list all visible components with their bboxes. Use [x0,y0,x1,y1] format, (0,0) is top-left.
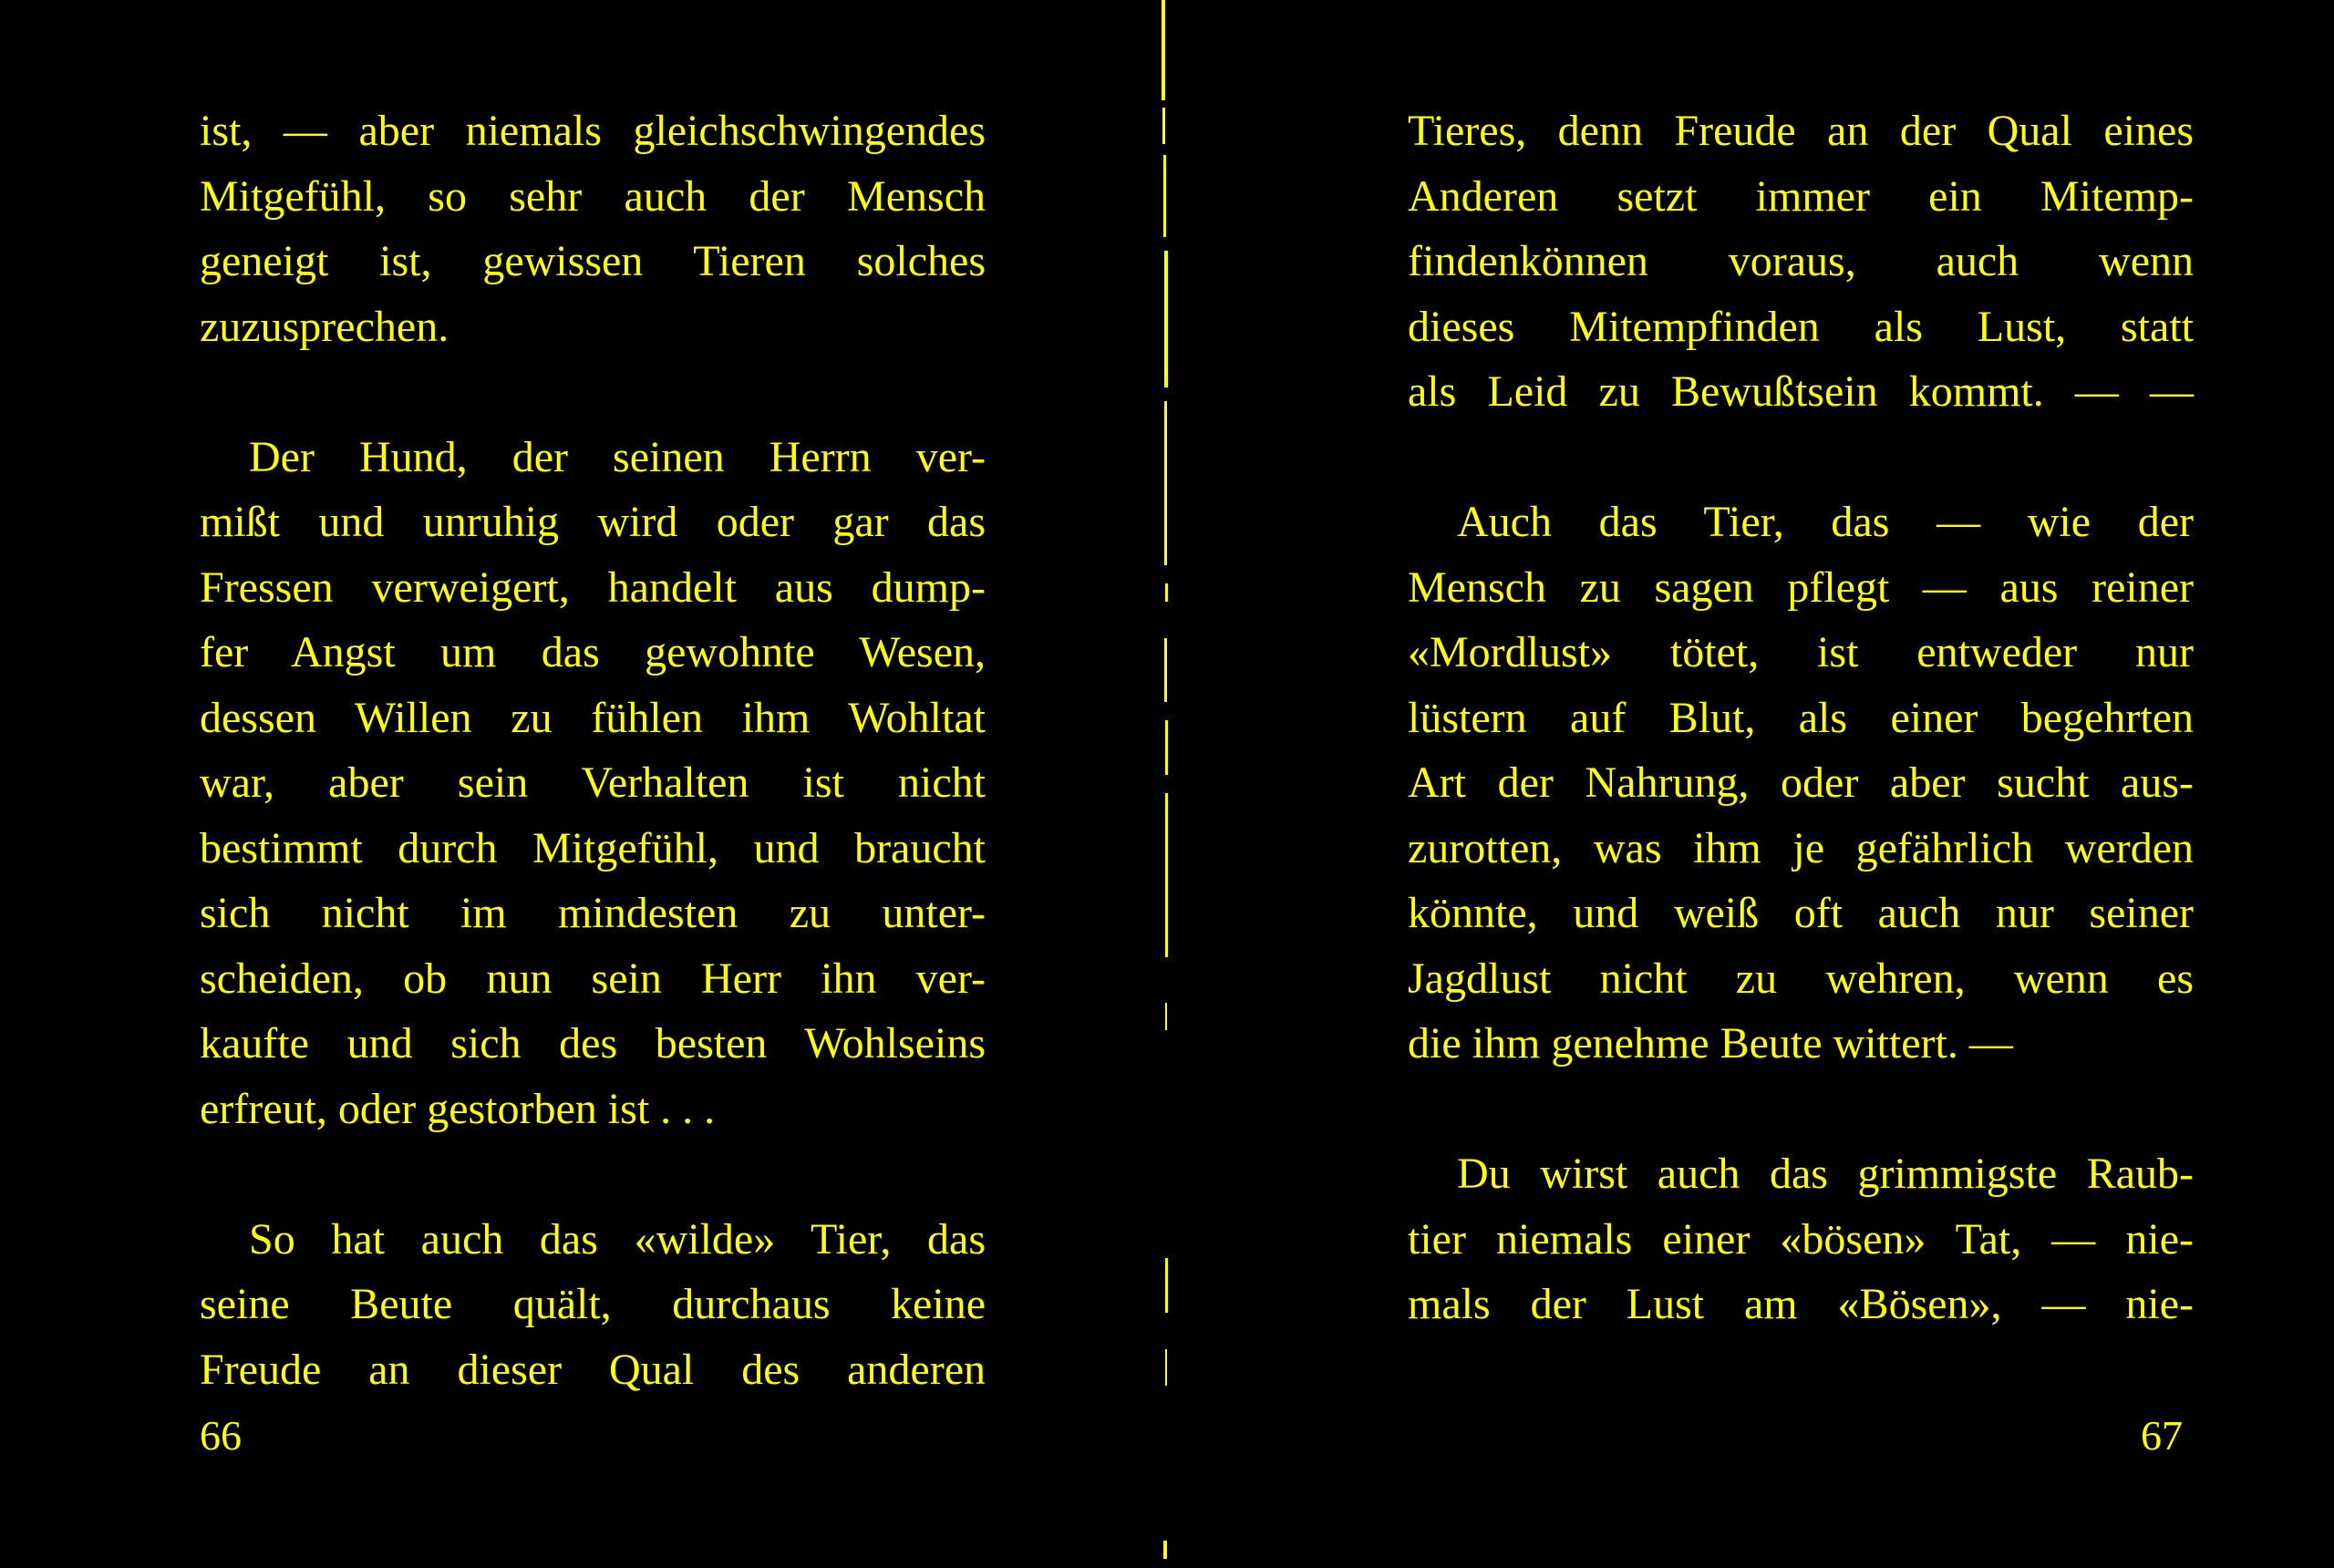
text-line: Art der Nahrung, oder aber sucht aus- [1408,758,2194,807]
paragraph-gap [1408,1077,2194,1142]
left-paragraph-3 [200,1207,986,1403]
text-line: dieses Mitempfinden als Lust, statt [1408,302,2194,351]
text-line: lüstern auf Blut, als einer begehrten [1408,693,2194,742]
text-line: erfreut, oder gestorben ist . . . [200,1084,716,1133]
text-line: geneigt ist, gewissen Tieren solches [200,237,986,285]
text-line: Auch das Tier, das — wie der [1457,498,2194,546]
text-line: tier niemals einer «bösen» Tat, — nie- [1408,1214,2194,1264]
text-line: war, aber sein Verhalten ist nicht [200,758,986,807]
right-page [1408,98,2194,1337]
text-line: Mitgefühl, so sehr auch der Mensch [200,171,986,221]
text-line: bestimmt durch Mitgefühl, und braucht [200,823,986,872]
text-line: zurotten, was ihm je gefährlich werden [1408,823,2194,872]
paragraph-gap [1408,425,2194,490]
text-line: Der Hund, der seinen Herrn ver- [249,432,986,481]
left-paragraph-1 [200,98,986,359]
right-paragraph-1 [1408,98,2194,425]
text-line: fer Angst um das gewohnte Wesen, [200,628,986,676]
text-line: kaufte und sich des besten Wohlseins [200,1019,986,1068]
text-line: als Leid zu Bewußtsein kommt. — — [1408,367,2194,416]
text-line: scheiden, ob nun sein Herr ihn ver- [200,954,986,1003]
text-line: dessen Willen zu fühlen ihm Wohltat [200,693,986,742]
text-line: Anderen setzt immer ein Mitemp- [1408,171,2194,221]
text-line: die ihm genehme Beute wittert. — [1408,1019,2013,1068]
text-line: könnte, und weiß oft auch nur seiner [1408,889,2194,937]
left-paragraph-2 [200,425,986,1142]
right-paragraph-2 [1408,490,2194,1077]
text-line: Tieres, denn Freude an der Qual eines [1408,107,2194,155]
text-line: So hat auch das «wilde» Tier, das [249,1214,986,1264]
left-page [200,98,986,1402]
paragraph-gap [200,1141,986,1207]
text-line: Fressen verweigert, handelt aus dump- [200,562,986,612]
page-number-right: 67 [2141,1412,2183,1459]
text-line: Freude an dieser Qual des anderen [200,1345,986,1394]
right-paragraph-3 [1408,1141,2194,1337]
page-number-left: 66 [200,1412,242,1459]
text-line: mißt und unruhig wird oder gar das [200,498,986,546]
text-line: «Mordlust» tötet, ist entweder nur [1408,628,2194,676]
text-line: Du wirst auch das grimmigste Raub- [1457,1150,2194,1198]
paragraph-gap [200,359,986,425]
text-line: ist, — aber niemals gleichschwingendes [200,107,986,155]
text-line: Jagdlust nicht zu wehren, wenn es [1408,954,2194,1003]
text-line: mals der Lust am «Bösen», — nie- [1408,1280,2194,1328]
text-line: zuzusprechen. [200,302,449,351]
text-line: Mensch zu sagen pflegt — aus reiner [1408,562,2194,612]
text-line: seine Beute quält, durchaus keine [200,1280,986,1328]
text-line: findenkönnen voraus, auch wenn [1408,237,2194,285]
book-gutter [1156,0,1174,1568]
text-line: sich nicht im mindesten zu unter- [200,889,986,937]
